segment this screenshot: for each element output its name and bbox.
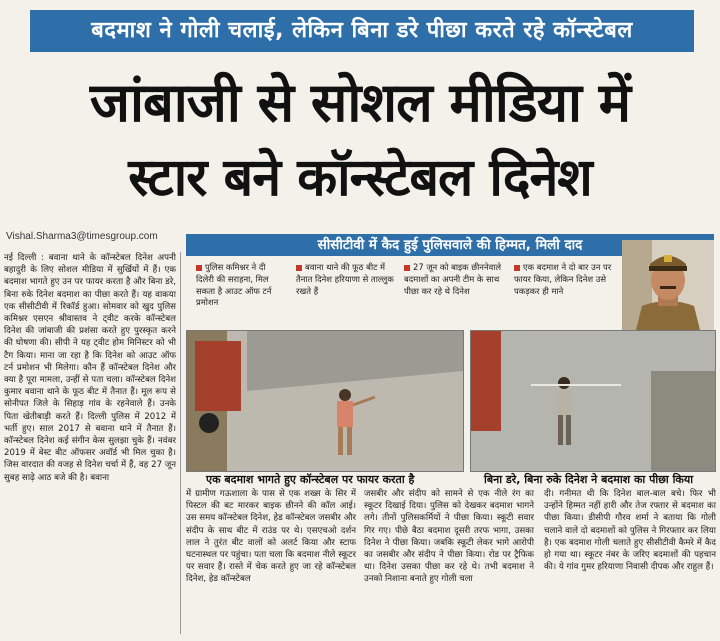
bullet-square-icon [514,265,520,271]
caption-right: बिना डरे, बिना रुके दिनेश ने बदमाश का पीछा किया [484,473,694,486]
portrait-illustration [622,240,714,330]
bullet-square-icon [404,265,410,271]
highlight-bullet-4 [514,262,616,324]
article-column-4: दी। गनीमत थी कि दिनेश बाल-बाल बचे। फिर भी उन्होंने हिम्मत नहीं हारी और तेज रफ्तार से बदमाश का पीछा किया। डीसीपी गौरव शर्मा ने बताया कि गोली चलाने वाले दो बदमाशों को पुलिस ने गिरफ्तार कर लिया है। एक बदमाश गोली चलाते हुए सीसीटीवी कैमरे में कैद हो गया था। स्कूटर नंबर के जरिए बदमाशों की पहचान की। ये गांव गुमर हरियाणा निवासी दीपक और राहुल हैं। [544,489,716,573]
kicker-banner: बदमाश ने गोली चलाई, लेकिन बिना डरे पीछा करते रहे कॉन्स्टेबल [30,10,694,52]
bullet-text: बवाना थाने की फूठ बीट में तैनात दिनेश हरियाणा से ताल्लुक रखते हैं [296,262,394,296]
article-column-3: जसबीर और संदीप को सामने से एक नीले रंग का स्कूटर दिखाई दिया। पुलिस को देखकर बदमाश भागने लगे। तीनों पुलिसकर्मियों ने पीछा किया। स्कूटी सवार गिर गए। पीछे बैठा बदमाश दूसरी तरफ भागा, उसका दिनेश ने पीछा किया। जबकि स्कूटी लेकर भागे आरोपी का जसबीर और संदीप ने पीछा किया। रोड पर ट्रैफिक था। दिनेश उसका पीछा कर रहे थे। तभी बदमाश ने उनको निशाना बनाते हुए गोली चला [364,489,534,585]
headline-line-1: जांबाजी से सोशल मीडिया में [89,70,631,134]
cctv-scene-1 [187,331,463,471]
headline-line-2: स्टार बने कॉन्स्टेबल दिनेश [128,147,592,208]
photo-cctv-chase [470,330,716,472]
photo-cctv-shooter [186,330,464,472]
constable-portrait [622,240,714,330]
highlight-bullet-1 [196,262,286,324]
column-divider [180,252,181,634]
bullet-text: एक बदमाश ने दो बार उन पर फायर किया, लेकिन दिनेश उसे पकड़कर ही माने [514,262,612,296]
article-column-2: में ग्रामीण गऊशाला के पास से एक शख्स के सिर में पिस्टल की बट मारकर बाइक छीनने की कॉल आई। उस समय कॉन्स्टेबल दिनेश, हेड कॉन्स्टेबल जसबीर और संदीप के साथ बीट में राउंड पर थे। एसएचओ दर्शन लाल ने तुरंत बीट वालों को अलर्ट किया और स्टाफ घटनास्थल पर पहुंचा। पता चला कि बदमाश नीले स्कूटर पर सवार हैं। रास्ते में चेक करते हुए जा रहे कॉन्स्टेबल दिनेश, हेड कॉन्स्टेबल [186,489,356,585]
byline: Vishal.Sharma3@timesgroup.com [6,231,158,242]
cctv-scene-2 [471,331,715,471]
caption-left: एक बदमाश भागते हुए कॉन्स्टेबल पर फायर करता है [206,473,415,486]
article-column-1: नई दिल्ली : बवाना थाने के कॉन्स्टेबल दिनेश अपनी बहादुरी के लिए सोशल मीडिया में सुर्खियों में हैं। एक बदमाश भागते हुए उन पर फायर करता है और बिना डरे, बिना रुके दिनेश बदमाश का पीछा करते हैं। यह वाकया एक सीसीटीवी में रिकॉर्ड हुआ। सोमवार को खुद पुलिस कमिश्नर एसएन श्रीवास्तव ने ट्वीट करके कॉन्स्टेबल दिनेश की जांबाजी की प्रशंसा करते हुए पुरस्कृत करने की घोषणा की। सीपी ने यह ट्वीट होम मिनिस्टर को भी टैग किया। माना जा रहा है कि दिनेश को आउट ऑफ टर्न प्रमोशन भी मिलेगा। कौन हैं कॉन्स्टेबल दिनेश और क्या है पूरा मामला, उन्हीं से पता चला। कॉन्स्टेबल दिनेश कुमार बवाना थाने के फूठ बीट में तैनात हैं। मूल रूप से सोनीपत जिले के सिहाड़ गांव के रहनेवाले हैं। उनके पिता खेतीबाड़ी करते हैं। दिल्ली पुलिस में 2012 में भर्ती हुए। साल 2017 से बवाना थाने में तैनात हैं। कॉन्स्टेबल दिनेश कई संगीन केस सुलझा चुके हैं। नवंबर 2019 में बेस्ट बीट ऑफसर अवॉर्ड भी मिल चुका है। जिस वारदात की वजह से दिनेश चर्चा में हैं, वह 27 जून सुबह साढ़े आठ बजे की है। बवाना [4,253,176,483]
cctv-subheading: सीसीटीवी में कैद हुई पुलिसवाले की हिम्मत, मिली दाद [186,234,714,256]
highlight-bullet-3 [404,262,504,324]
highlight-bullet-2 [296,262,394,324]
bullet-square-icon [196,265,202,271]
bullet-square-icon [296,265,302,271]
bullet-text: पुलिस कमिश्नर ने दी दिलेरी की सराहना, मिल सकता है आउट ऑफ टर्न प्रमोशन [196,262,272,308]
bullet-text: 27 जून को बाइक छीननेवाले बदमाशों का अपनी टीम के साथ पीछा कर रहे थे दिनेश [404,262,502,296]
